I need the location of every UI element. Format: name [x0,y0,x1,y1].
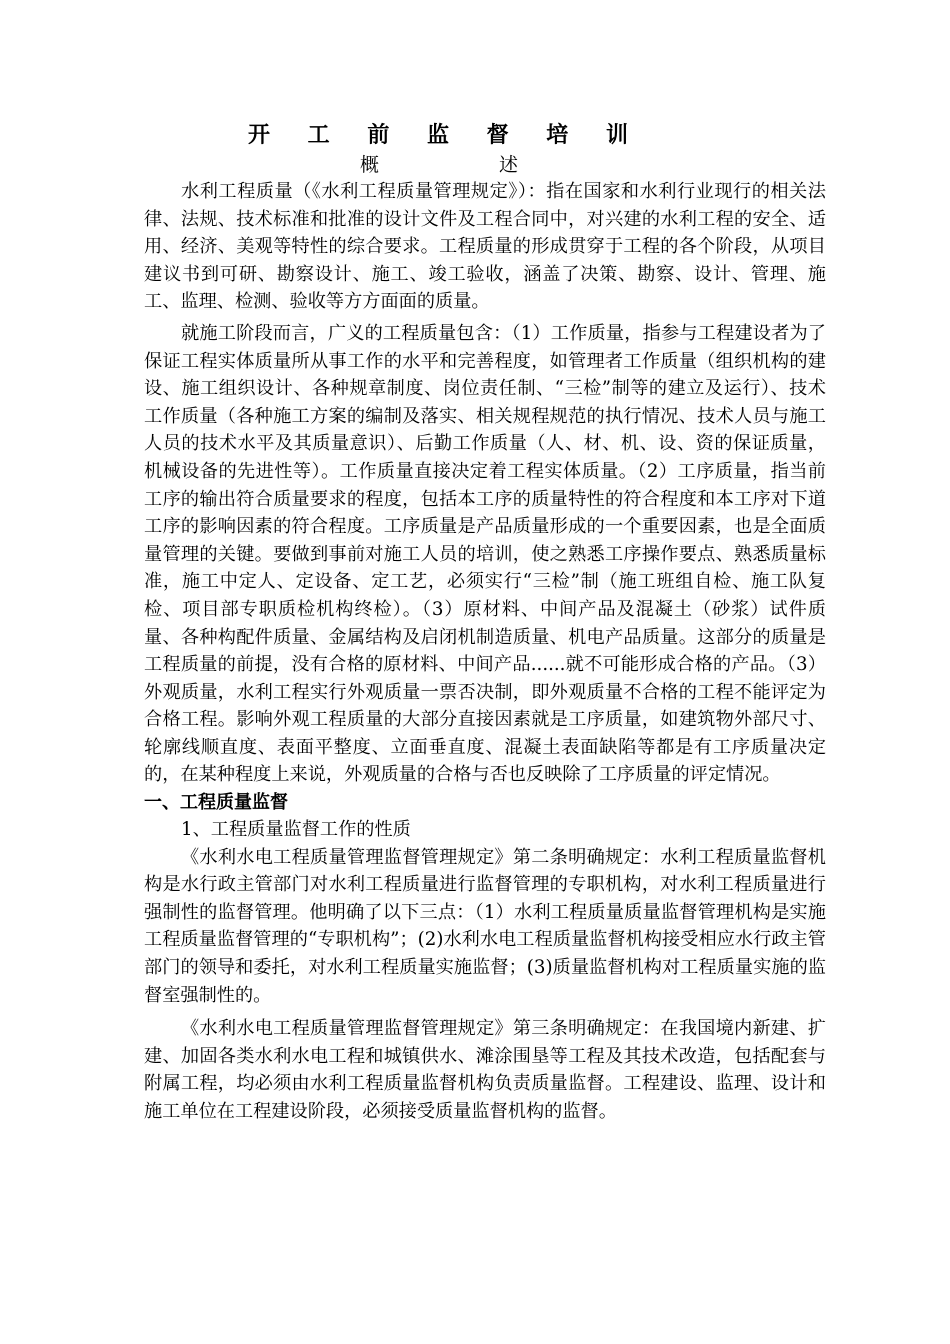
document-page [144,120,826,1126]
paragraph-article-two: 《水利水电工程质量管理监督管理规定》第二条明确规定：水利工程质量监督机构是水行政主管部门对水利工程质量进行监督管理的专职机构，对水利工程质量进行强制性的监督管理。他明确了以下三点：（1）水利工程质量质量监督管理机构是实施工程质量监督管理的“专职机构”；(2)水利水电工程质量监督机构接受相应水行政主管部门的领导和委托，对水利工程质量实施监督；(3)质量监督机构对工程质量实施的监督室强制性的。 [144,846,826,1006]
paragraph-overview-definition: 水利工程质量（《水利工程质量管理规定》）：指在国家和水利行业现行的相关法律、法规、技术标准和批准的设计文件及工程合同中，对兴建的水利工程的安全、适用、经济、美观等特性的综合要求。工程质量的形成贯穿于工程的各个阶段，从项目建议书到可研、勘察设计、施工、竣工验收，涵盖了决策、勘察、设计、管理、施工、监理、检测、验收等方方面面的质量。 [144,181,826,313]
paragraph-construction-quality: 就施工阶段而言，广义的工程质量包含：（1）工作质量，指参与工程建设者为了保证工程实体质量所从事工作的水平和完善程度，如管理者工作质量（组织机构的建设、施工组织设计、各种规章制度、岗位责任制、“三检”制等的建立及运行）、技术工作质量（各种施工方案的编制及落实、相关规程规范的执行情况、技术人员与施工人员的技术水平及其质量意识）、后勤工作质量（人、材、机、设、资的保证质量，机械设备的先进性等）。工作质量直接决定着工程实体质量。（2）工序质量，指当前工序的输出符合质量要求的程度，包括本工序的质量特性的符合程度和本工序对下道工序的影响因素的符合程度。工序质量是产品质量形成的一个重要因素，也是全面质量管理的关键。要做到事前对施工人员的培训，使之熟悉工序操作要点、熟悉质量标准，施工中定人、定设备、定工艺，必须实行“三检”制（施工班组自检、施工队复检、项目部专职质检机构终检）。（3）原材料、中间产品及混凝土（砂浆）试件质量、各种构配件质量、金属结构及启闭机制造质量、机电产品质量。这部分的质量是工程质量的前提，没有合格的原材料、中间产品......就不可能形成合格的产品。（3）外观质量，水利工程实行外观质量一票否决制，即外观质量不合格的工程不能评定为合格工程。影响外观工程质量的大部分直接因素就是工序质量，如建筑物外部尺寸、轮廓线顺直度、表面平整度、立面垂直度、混凝土表面缺陷等都是有工序质量决定的，在某种程度上来说，外观质量的合格与否也反映除了工序质量的评定情况。 [144,322,826,786]
paragraph-article-three: 《水利水电工程质量管理监督管理规定》第三条明确规定：在我国境内新建、扩建、加固各类水利水电工程和城镇供水、滩涂围垦等工程及其技术改造，包括配套与附属工程，均必须由水利工程质量监督机构负责质量监督。工程建设、监理、设计和施工单位在工程建设阶段，必须接受质量监督机构的监督。 [144,1018,826,1122]
document-subtitle [360,152,826,178]
document-title: 开 工 前 监 督 培 训 [248,123,643,148]
sub-heading: 1、工程质量监督工作的性质 [181,819,411,841]
subtitle-right: 述 [499,154,519,176]
section-heading: 一、工程质量监督 [144,792,288,814]
subtitle-left: 概 [360,154,380,176]
